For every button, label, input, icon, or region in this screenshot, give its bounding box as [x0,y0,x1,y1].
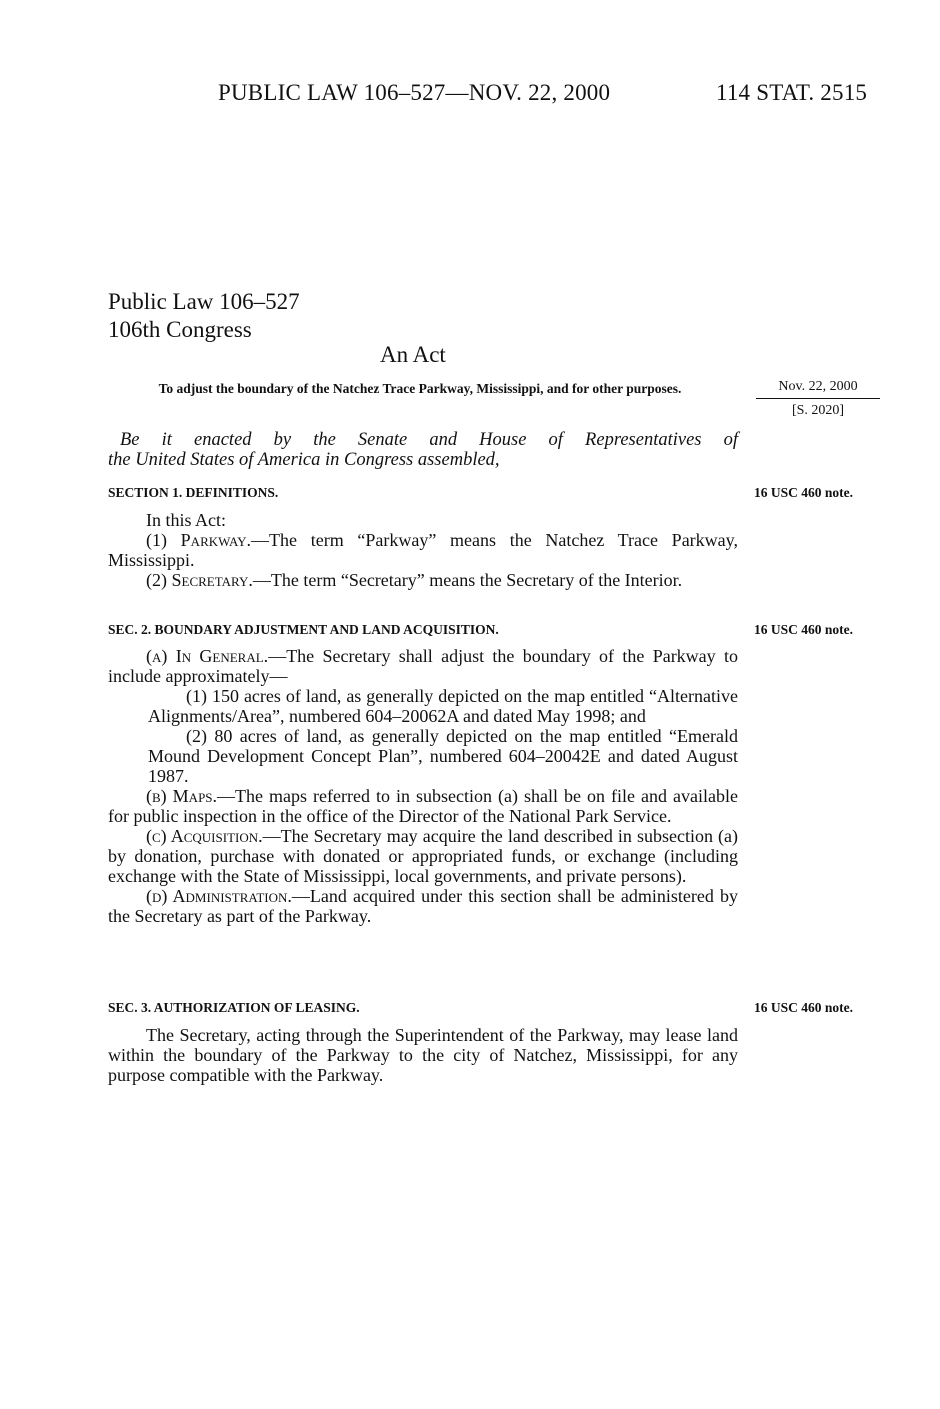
subsection-c-text: —The Secretary may acquire the land described in subsection (a) by donation, purchase with donated or appropriated funds, or exchange (including exchange with the State of Mississippi, local governments, and private persons). [108,826,739,886]
definition-parkway-text: —The term “Parkway” means the Natchez Trace Parkway, Mississippi. [108,530,738,570]
section-2-body [108,646,738,926]
section-3-heading: SEC. 3. AUTHORIZATION OF LEASING. [108,1000,360,1015]
running-title: PUBLIC LAW 106–527—NOV. 22, 2000 [218,80,611,105]
enactment-date: Nov. 22, 2000 [756,378,880,399]
enacting-clause-line-1: Be it enacted by the Senate and House of Representatives of [120,430,738,450]
paragraph-a2 [108,726,738,786]
section-3-text: The Secretary, acting through the Superintendent of the Parkway, may lease land within the boundary of the Parkway to the city of Natchez, Mississippi, for any purpose compatible with the Parkway. [108,1025,738,1085]
law-number: Public Law 106–527 [108,289,300,314]
section-2-heading: SEC. 2. BOUNDARY ADJUSTMENT AND LAND ACQUISITION. [108,622,499,637]
purpose-clause: To adjust the boundary of the Natchez Trace Parkway, Mississippi, and for other purposes. [158,381,682,396]
subsection-b [108,786,738,826]
margin-note-sec-2: 16 USC 460 note. [754,622,854,637]
subsection-d [108,886,738,926]
subsection-a-label: (a) In General. [146,646,269,666]
definition-secretary-label: (2) Secretary. [146,570,253,590]
subsection-a [108,646,738,686]
congress-number: 106th Congress [108,317,252,342]
subsection-b-text: —The maps referred to in subsection (a) shall be on file and available for public inspection in the office of the Director of the National Park Service. [108,786,738,826]
subsection-b-label: (b) Maps. [146,786,218,806]
margin-note-sec-3: 16 USC 460 note. [754,1000,854,1015]
section-1-intro: In this Act: [146,510,226,530]
subsection-d-text: —Land acquired under this section shall be administered by the Secretary as part of the Parkway. [108,886,738,926]
definition-parkway-label: (1) Parkway. [146,530,252,550]
enactment-date-box [756,378,880,420]
section-1-body [108,510,738,590]
stat-page-number: 114 STAT. 2515 [716,80,868,105]
bill-number: [S. 2020] [791,403,845,418]
act-label: An Act [380,342,446,367]
section-3-body [108,1025,738,1085]
subsection-a-text: —The Secretary shall adjust the boundary of the Parkway to include approximately— [108,646,739,686]
law-title-block [108,288,300,344]
subsection-c [108,826,738,886]
paragraph-a1 [108,686,738,726]
subsection-c-label: (c) Acquisition. [146,826,263,846]
section-1-heading: SECTION 1. DEFINITIONS. [108,485,279,500]
enacting-clause-line-2: the United States of America in Congress assembled, [108,450,500,470]
margin-note-sec-1: 16 USC 460 note. [754,485,854,500]
definition-secretary [108,570,738,590]
definition-secretary-text: —The term “Secretary” means the Secretary of the Interior. [252,570,683,590]
definition-parkway [108,530,738,570]
enacting-clause [108,430,738,470]
paragraph-a1-text: (1) 150 acres of land, as generally depicted on the map entitled “Alternative Alignments/Area”, numbered 604–20062A and dated May 1998; and [148,686,738,726]
subsection-d-label: (d) Administration. [146,886,292,906]
paragraph-a2-text: (2) 80 acres of land, as generally depicted on the map entitled “Emerald Mound Development Concept Plan”, numbered 604–20042E and dated August 1987. [148,726,738,786]
